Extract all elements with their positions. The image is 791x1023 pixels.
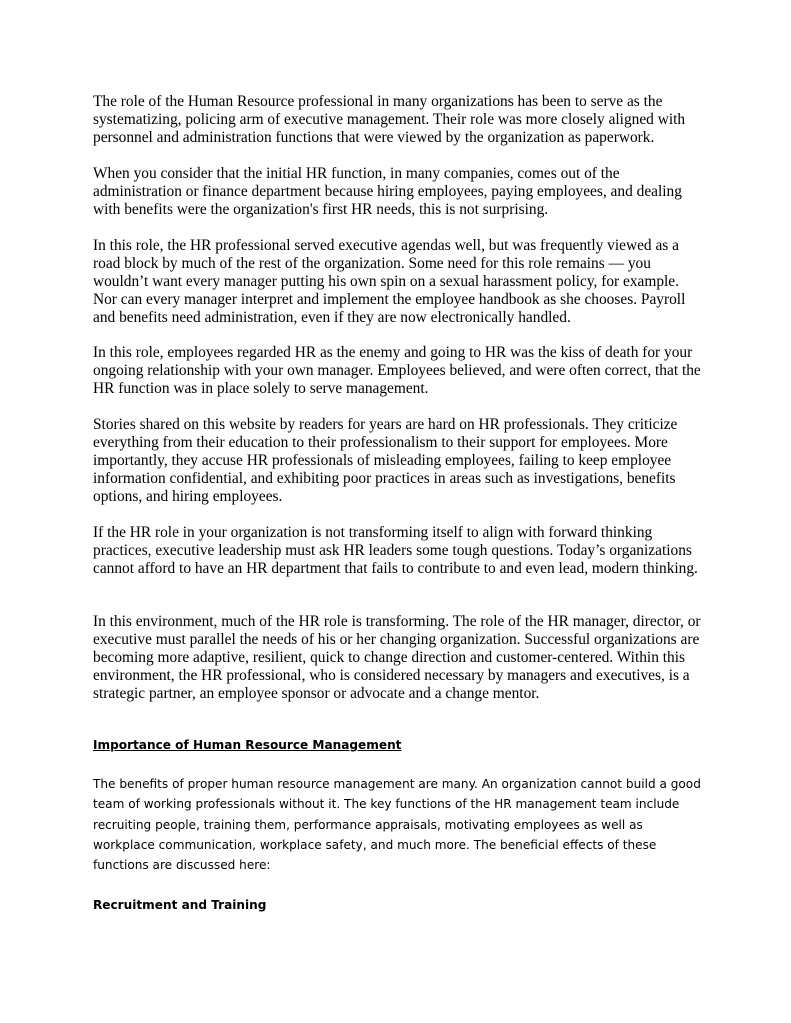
paragraph-hr-role-intro: The role of the Human Resource professional in many organizations has been to serve as the systematizing, policing arm of executive management. Their role was more closely aligned with personnel and administration functions that were viewed by the organization as paperwork. <box>93 93 686 147</box>
subheading-recruitment-training: Recruitment and Training <box>93 898 267 912</box>
paragraph-hr-origins: When you consider that the initial HR function, in many companies, comes out of the administration or finance department because hiring employees, paying employees, and dealing with benefits were the organization's first HR needs, this is not surprising. <box>93 165 682 219</box>
paragraph-hr-as-enemy: In this role, employees regarded HR as the enemy and going to HR was the kiss of death for your ongoing relationship with your own manager. Employees believed, and were often correct, that the HR function was in place solely to serve management. <box>93 344 701 398</box>
section-heading: Importance of Human Resource Management <box>93 738 402 752</box>
paragraph-hrm-benefits: The benefits of proper human resource management are many. An organization cannot build a good team of working professionals without it. The key functions of the HR management team include recruiting people, training them, performance appraisals, motivating employees as well as workplace communication, workplace safety, and much more. The beneficial effects of these functions are discussed here: <box>93 777 701 873</box>
paragraph-hr-executive-agendas: In this role, the HR professional served executive agendas well, but was frequently viewed as a road block by much of the rest of the organization. Some need for this role remains — you wouldn’t want every manager putting his own spin on a sexual harassment policy, for example. Nor can every manager interpret and implement the employee handbook as she chooses. Payroll and benefits need administration, even if they are now electronically handled. <box>93 237 686 327</box>
paragraph-hr-environment: In this environment, much of the HR role is transforming. The role of the HR manager, director, or executive must parallel the needs of his or her changing organization. Successful organizations are becoming more adaptive, resilient, quick to change direction and customer-centered. Within this environment, the HR professional, who is considered necessary by managers and executives, is a strategic partner, an employee sponsor or advocate and a change mentor. <box>93 613 701 703</box>
paragraph-reader-stories: Stories shared on this website by readers for years are hard on HR professionals. They criticize everything from their education to their professionalism to their support for employees. More importantly, they accuse HR professionals of misleading employees, failing to keep employee information confidential, and exhibiting poor practices in areas such as investigations, benefits options, and hiring employees. <box>93 416 678 506</box>
paragraph-transforming-role: If the HR role in your organization is not transforming itself to align with forward thinking practices, executive leadership must ask HR leaders some tough questions. Today’s organizations cannot afford to have an HR department that fails to contribute to and even lead, modern thinking. <box>93 524 698 578</box>
